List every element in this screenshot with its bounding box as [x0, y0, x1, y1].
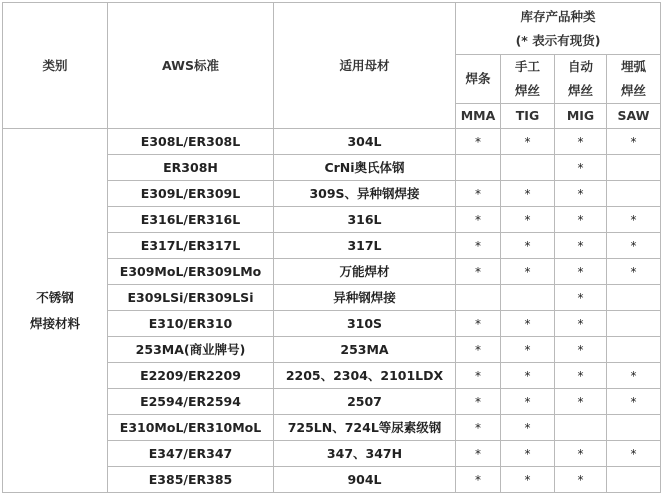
stock-mark-mig: * — [555, 337, 607, 363]
stock-mark-mig: * — [555, 363, 607, 389]
stock-mark-tig — [501, 285, 555, 311]
category-cell — [3, 129, 108, 493]
stock-mark-tig: * — [501, 233, 555, 259]
aws-standard-cell: E2594/ER2594 — [108, 389, 274, 415]
header-base-material: 适用母材 — [274, 3, 456, 129]
type-label: 自动 — [567, 59, 593, 74]
stock-mark-mig: * — [555, 441, 607, 467]
stock-mark-tig: * — [501, 467, 555, 493]
header-code-mma: MMA — [456, 104, 501, 129]
stock-mark-mma: * — [456, 337, 501, 363]
base-material-cell: 304L — [274, 129, 456, 155]
header-code-tig: TIG — [501, 104, 555, 129]
stock-mark-mma: * — [456, 207, 501, 233]
stock-mark-saw — [607, 155, 661, 181]
aws-standard-cell: E309MoL/ER309LMo — [108, 259, 274, 285]
base-material-cell: 310S — [274, 311, 456, 337]
stock-mark-mig: * — [555, 467, 607, 493]
stock-mark-saw — [607, 467, 661, 493]
header-code-mig: MIG — [555, 104, 607, 129]
stock-mark-tig: * — [501, 311, 555, 337]
stock-mark-tig: * — [501, 415, 555, 441]
stock-mark-mig: * — [555, 259, 607, 285]
aws-standard-cell: E317L/ER317L — [108, 233, 274, 259]
stock-mark-mma: * — [456, 311, 501, 337]
base-material-cell: 万能焊材 — [274, 259, 456, 285]
stock-mark-saw: * — [607, 207, 661, 233]
stock-mark-mig: * — [555, 129, 607, 155]
stock-mark-tig: * — [501, 181, 555, 207]
stock-mark-saw — [607, 285, 661, 311]
aws-standard-cell: E309LSi/ER309LSi — [108, 285, 274, 311]
stock-mark-mig: * — [555, 311, 607, 337]
aws-standard-cell: E308L/ER308L — [108, 129, 274, 155]
base-material-cell: 316L — [274, 207, 456, 233]
stock-mark-mma: * — [456, 363, 501, 389]
stock-mark-mig — [555, 415, 607, 441]
header-type-mma — [456, 55, 501, 104]
type-label: 焊丝 — [567, 83, 593, 98]
stock-mark-mma: * — [456, 233, 501, 259]
aws-standard-cell: E347/ER347 — [108, 441, 274, 467]
base-material-cell: 317L — [274, 233, 456, 259]
base-material-cell: 2205、2304、2101LDX — [274, 363, 456, 389]
stock-mark-tig — [501, 155, 555, 181]
stock-mark-mma: * — [456, 467, 501, 493]
base-material-cell: 347、347H — [274, 441, 456, 467]
stock-mark-tig: * — [501, 441, 555, 467]
stock-mark-tig: * — [501, 129, 555, 155]
stock-mark-mig: * — [555, 389, 607, 415]
aws-standard-cell: E385/ER385 — [108, 467, 274, 493]
stock-mark-mig: * — [555, 207, 607, 233]
aws-standard-cell: E310MoL/ER310MoL — [108, 415, 274, 441]
stock-mark-mma: * — [456, 181, 501, 207]
aws-standard-cell: E316L/ER316L — [108, 207, 274, 233]
base-material-cell: 异种钢焊接 — [274, 285, 456, 311]
header-aws-standard: AWS标准 — [108, 3, 274, 129]
stock-note: (* 表示有现货) — [515, 32, 601, 48]
stock-mark-mig: * — [555, 285, 607, 311]
header-category: 类别 — [3, 3, 108, 129]
base-material-cell: CrNi奥氏体钢 — [274, 155, 456, 181]
stock-mark-tig: * — [501, 259, 555, 285]
base-material-cell: 725LN、724L等尿素级钢 — [274, 415, 456, 441]
header-stock-types — [456, 3, 661, 55]
stock-mark-mig: * — [555, 233, 607, 259]
stock-mark-tig: * — [501, 337, 555, 363]
stock-mark-tig: * — [501, 389, 555, 415]
stock-mark-mma — [456, 155, 501, 181]
stock-mark-saw: * — [607, 129, 661, 155]
category-label: 不锈钢 — [36, 289, 74, 305]
aws-standard-cell: E309L/ER309L — [108, 181, 274, 207]
base-material-cell: 904L — [274, 467, 456, 493]
stock-mark-saw — [607, 311, 661, 337]
header-row-1 — [3, 3, 661, 55]
stock-mark-saw: * — [607, 441, 661, 467]
stock-mark-mma: * — [456, 415, 501, 441]
stock-mark-saw: * — [607, 389, 661, 415]
type-label: 焊丝 — [514, 83, 540, 98]
base-material-cell: 2507 — [274, 389, 456, 415]
base-material-cell: 253MA — [274, 337, 456, 363]
header-type-tig — [501, 55, 555, 104]
stock-mark-mma: * — [456, 389, 501, 415]
category-label: 焊接材料 — [29, 315, 80, 331]
welding-materials-table — [2, 2, 661, 493]
header-type-saw — [607, 55, 661, 104]
stock-mark-saw — [607, 337, 661, 363]
stock-mark-mma: * — [456, 129, 501, 155]
stock-mark-mma: * — [456, 259, 501, 285]
stock-mark-mig: * — [555, 181, 607, 207]
type-label: 埋弧 — [621, 59, 647, 74]
stock-mark-tig: * — [501, 207, 555, 233]
aws-standard-cell: 253MA(商业牌号) — [108, 337, 274, 363]
table-row — [3, 129, 661, 155]
aws-standard-cell: ER308H — [108, 155, 274, 181]
stock-mark-tig: * — [501, 363, 555, 389]
header-type-mig — [555, 55, 607, 104]
stock-mark-mig: * — [555, 155, 607, 181]
stock-mark-saw: * — [607, 259, 661, 285]
stock-mark-saw — [607, 415, 661, 441]
base-material-cell: 309S、异种钢焊接 — [274, 181, 456, 207]
stock-mark-saw: * — [607, 363, 661, 389]
type-label: 焊丝 — [621, 83, 647, 98]
stock-mark-mma: * — [456, 441, 501, 467]
header-code-saw: SAW — [607, 104, 661, 129]
aws-standard-cell: E310/ER310 — [108, 311, 274, 337]
aws-standard-cell: E2209/ER2209 — [108, 363, 274, 389]
stock-mark-saw — [607, 181, 661, 207]
stock-mark-saw: * — [607, 233, 661, 259]
type-label: 焊条 — [465, 71, 491, 86]
stock-title: 库存产品种类 — [520, 8, 596, 24]
type-label: 手工 — [514, 59, 540, 74]
stock-mark-mma — [456, 285, 501, 311]
